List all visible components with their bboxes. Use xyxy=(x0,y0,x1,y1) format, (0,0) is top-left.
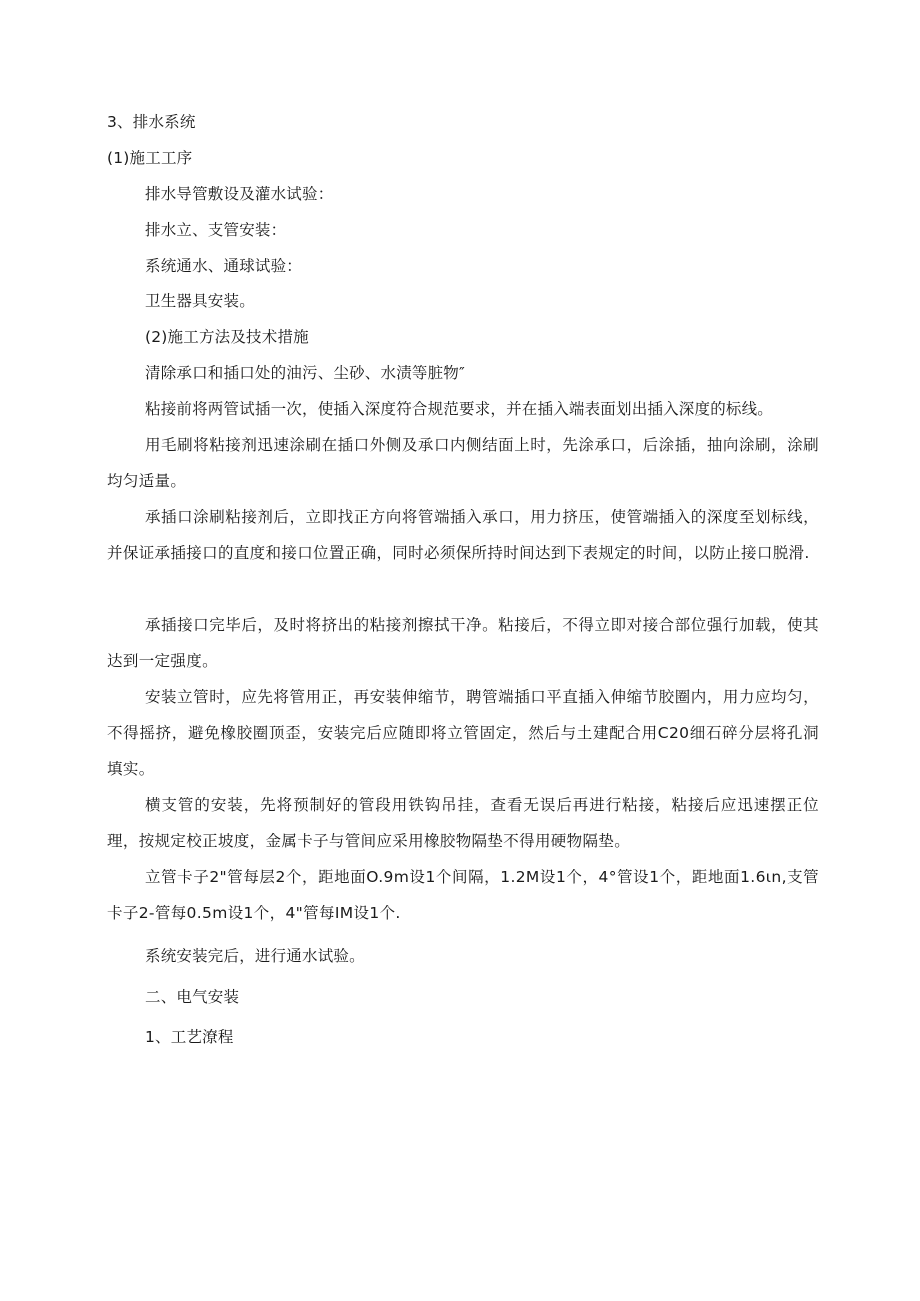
paragraph-pipe-clamps: 立管卡子2"管每层2个，距地面O.9m设1个间隔，1.2M设1个，4°管设1个，距地面1.6ιn,支管卡子2-管每0.5m设1个，4"管每IM设1个. xyxy=(107,868,819,922)
paragraph-wipe-adhesive: 承插接口完毕后，及时将挤出的粘接剂擦拭干净。粘接后，不得立即对接合部位强行加载，使其达到一定强度。 xyxy=(107,616,819,670)
subheading-process-flow: 1、工艺潦程 xyxy=(145,1028,234,1046)
paragraph-trial-insert: 粘接前将两管试插一次，使插入深度符合规范要求，并在插入端表面划出插入深度的标线。 xyxy=(145,400,774,418)
process-step: 系统通水、通球试验： xyxy=(145,257,303,275)
subheading-methods: (2)施工方法及技术措施 xyxy=(145,328,309,346)
paragraph-install-riser: 安装立管时，应先将管用正，再安装伸缩节，聘管端插口平直插入伸缩节胶圈内，用力应均匀，不得摇挤，避免橡胶圈顶歪，安装完后应随即将立管固定，然后与土建配合用C20细石碎分层将孔洞填实。 xyxy=(107,688,819,778)
process-step: 排水立、支管安装： xyxy=(145,221,287,239)
section-heading-electrical: 二、电气安装 xyxy=(145,988,240,1006)
paragraph-insert-pipe: 承插口涂刷粘接剂后，立即找正方向将管端插入承口，用力挤压，使管端插入的深度至划标线，并保证承插接口的直度和接口位置正确，同时必须保所持时间达到下表规定的时间，以防止接口脱滑. xyxy=(107,508,819,562)
process-step: 卫生器具安装。 xyxy=(145,292,255,310)
subheading-construction-process: (1)施工工序 xyxy=(107,149,193,167)
paragraph-clean-sockets: 清除承口和插口处的油污、尘砂、水渍等脏物″ xyxy=(145,364,465,382)
paragraph-water-test: 系统安装完后，进行通水试验。 xyxy=(145,947,365,965)
paragraph-branch-pipe: 横支管的安装，先将预制好的管段用铁钩吊挂，查看无误后再进行粘接，粘接后应迅速摆正位理，按规定校正坡度，金属卡子与管间应采用橡胶物隔垫不得用硬物隔垫。 xyxy=(107,796,819,850)
section-heading-drainage: 3、排水系统 xyxy=(107,113,196,131)
paragraph-apply-adhesive: 用毛刷将粘接剂迅速涂刷在插口外侧及承口内侧结面上时，先涂承口，后涂插，抽向涂刷，涂刷均匀适量。 xyxy=(107,436,819,490)
process-step: 排水导管敷设及灌水试验： xyxy=(145,185,334,203)
